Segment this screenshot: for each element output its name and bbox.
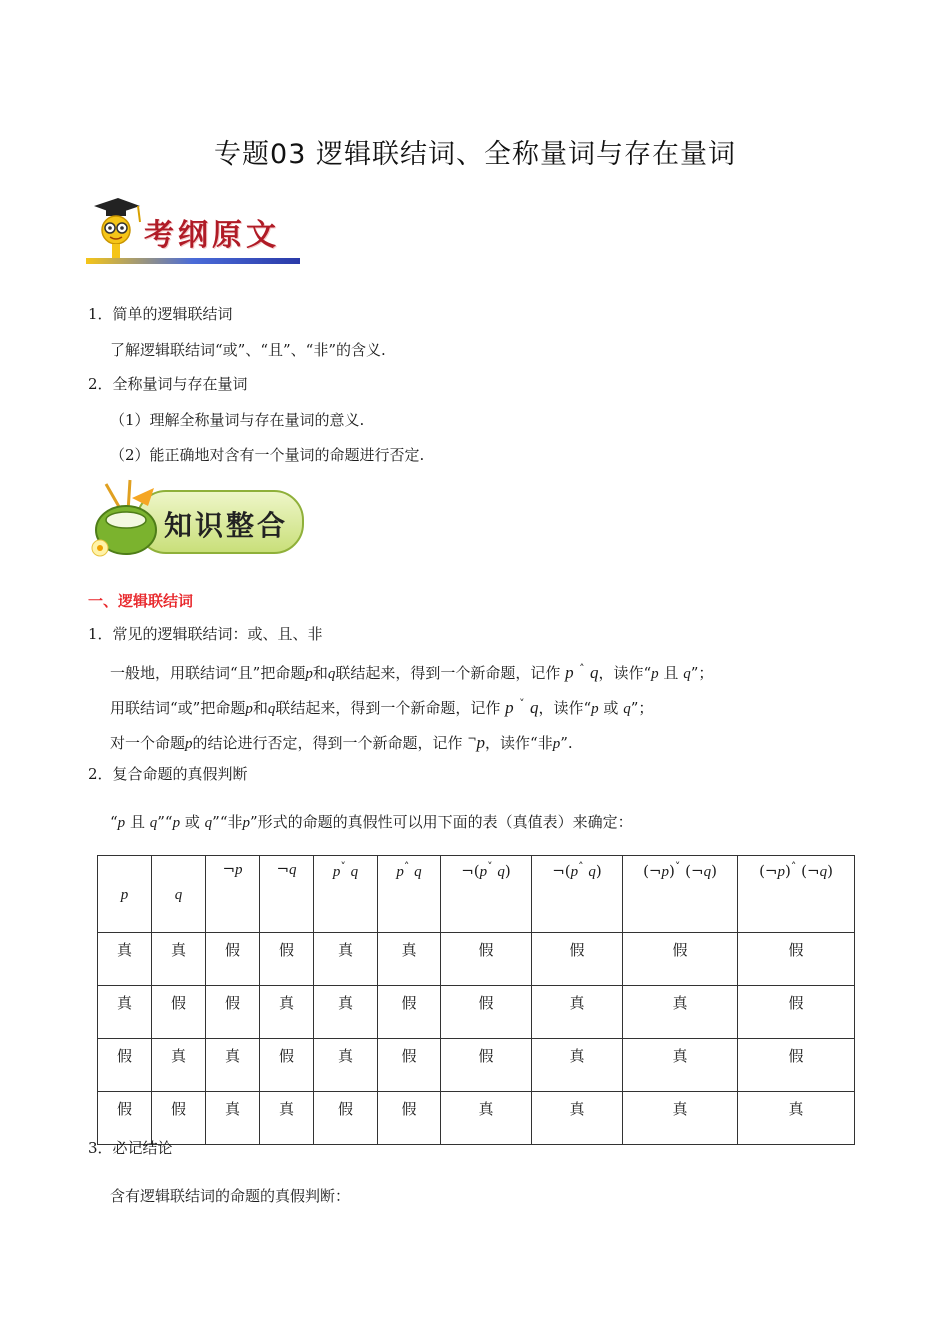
truth-table-header — [98, 856, 855, 933]
outline-item-2-sub2: （2）能正确地对含有一个量词的命题进行否定. — [110, 446, 425, 464]
header-not-p-and-q: ¬(p˄ q) — [532, 856, 623, 933]
banner-exam-outline — [86, 196, 300, 266]
table-cell: 真 — [260, 986, 314, 1039]
table-cell: 真 — [532, 1092, 623, 1145]
table-cell: 真 — [623, 1039, 738, 1092]
table-cell: 真 — [532, 1039, 623, 1092]
table-row — [98, 986, 855, 1039]
table-cell: 假 — [378, 1092, 441, 1145]
table-cell: 假 — [441, 986, 532, 1039]
table-cell: 假 — [152, 1092, 206, 1145]
banner-exam-outline-text: 考纲原文 — [144, 218, 280, 253]
table-cell: 真 — [532, 986, 623, 1039]
table-cell: 假 — [738, 933, 855, 986]
outline-item-2-sub1: （1）理解全称量词与存在量词的意义. — [110, 411, 365, 429]
table-cell: 真 — [314, 933, 378, 986]
table-cell: 假 — [378, 986, 441, 1039]
table-cell: 真 — [98, 986, 152, 1039]
table-cell: 假 — [378, 1039, 441, 1092]
table-cell: 假 — [441, 933, 532, 986]
section1-item-3-desc: 含有逻辑联结词的命题的真假判断： — [110, 1187, 351, 1205]
formula-not-p: ¬p — [467, 732, 486, 752]
table-cell: 真 — [206, 1039, 260, 1092]
table-cell: 假 — [98, 1092, 152, 1145]
header-q: q — [152, 856, 206, 933]
table-cell: 假 — [441, 1039, 532, 1092]
table-cell: 假 — [314, 1092, 378, 1145]
banner-knowledge-text: 知识整合 — [164, 509, 289, 542]
page-title: 专题03 逻辑联结词、全称量词与存在量词 — [214, 139, 736, 170]
table-cell: 真 — [441, 1092, 532, 1145]
header-not-q: ¬q — [260, 856, 314, 933]
table-cell: 真 — [206, 1092, 260, 1145]
banner-knowledge — [88, 476, 302, 562]
truth-table — [97, 855, 855, 1145]
table-cell: 真 — [623, 986, 738, 1039]
banner-underline — [86, 258, 300, 264]
outline-item-1-desc: 了解逻辑联结词“或”、“且”、“非”的含义. — [110, 341, 386, 359]
header-notp-or-notq: (¬p)˅ (¬q) — [623, 856, 738, 933]
section1-line-and: 一般地，用联结词“且”把命题p和q联结起来，得到一个新命题，记作 p ˄ q，读作“p 且 q”； — [110, 662, 714, 682]
header-not-p-or-q: ¬(p˅ q) — [441, 856, 532, 933]
table-cell: 假 — [738, 986, 855, 1039]
table-cell: 真 — [378, 933, 441, 986]
table-cell: 假 — [206, 986, 260, 1039]
section1-line-or: 用联结词“或”把命题p和q联结起来，得到一个新命题，记作 p ˅ q，读作“p 或 q”； — [110, 697, 654, 717]
header-p-and-q: p˄ q — [378, 856, 441, 933]
section1-line-not: 对一个命题p的结论进行否定，得到一个新命题，记作 ¬p，读作“非p”. — [110, 732, 573, 752]
section1-item-3: 3．必记结论 — [88, 1139, 173, 1157]
table-cell: 假 — [98, 1039, 152, 1092]
table-cell: 假 — [206, 933, 260, 986]
table-row — [98, 1092, 855, 1145]
header-notp-and-notq: (¬p)˄ (¬q) — [738, 856, 855, 933]
table-cell: 真 — [314, 1039, 378, 1092]
section1-item-2: 2．复合命题的真假判断 — [88, 765, 248, 783]
header-p-or-q: p˅ q — [314, 856, 378, 933]
table-cell: 假 — [152, 986, 206, 1039]
formula-p-or-q: p ˅ q — [505, 697, 539, 717]
table-row — [98, 933, 855, 986]
table-cell: 假 — [260, 933, 314, 986]
table-cell: 真 — [623, 1092, 738, 1145]
outline-item-1: 1．简单的逻辑联结词 — [88, 305, 233, 323]
table-cell: 真 — [260, 1092, 314, 1145]
header-not-p: ¬p — [206, 856, 260, 933]
table-cell: 真 — [152, 933, 206, 986]
header-p: p — [98, 856, 152, 933]
table-cell: 假 — [260, 1039, 314, 1092]
table-cell: 假 — [532, 933, 623, 986]
table-cell: 假 — [738, 1039, 855, 1092]
formula-p-and-q: p ˄ q — [565, 662, 599, 682]
section1-item-1: 1．常见的逻辑联结词：或、且、非 — [88, 625, 323, 643]
scholar-mascot-icon — [86, 196, 146, 262]
table-cell: 真 — [738, 1092, 855, 1145]
coconut-drink-icon — [88, 476, 166, 562]
section-heading-logic-connectives: 一、逻辑联结词 — [88, 592, 194, 610]
table-cell: 假 — [623, 933, 738, 986]
table-cell: 真 — [314, 986, 378, 1039]
table-intro: “p 且 q”“p 或 q”“非p”形式的命题的真假性可以用下面的表（真值表）来确定： — [110, 813, 633, 831]
outline-item-2: 2．全称量词与存在量词 — [88, 375, 248, 393]
table-cell: 真 — [98, 933, 152, 986]
table-cell: 真 — [152, 1039, 206, 1092]
table-row — [98, 1039, 855, 1092]
